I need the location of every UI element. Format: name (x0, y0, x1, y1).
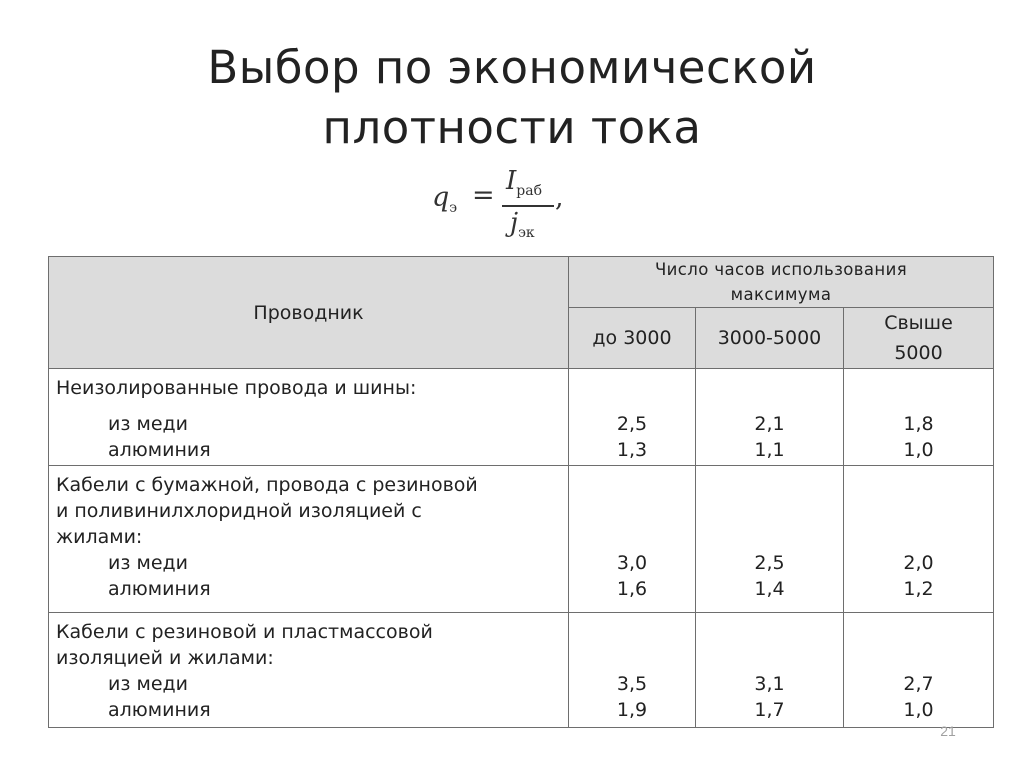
title-line-2: плотности тока (322, 101, 702, 154)
title-line-1: Выбор по экономической (207, 41, 817, 94)
formula-equals: = (472, 180, 495, 211)
header-conductor: Проводник (49, 257, 569, 369)
current-density-table (48, 256, 994, 728)
value-cell: 2,7 1,0 (844, 613, 994, 728)
formula-lhs-subscript: э (449, 200, 458, 216)
header-range-1: до 3000 (569, 308, 696, 369)
table-row-bare-wires (49, 369, 994, 466)
fraction-bar (502, 205, 554, 207)
header-usage-hours-line-2: максимума (730, 285, 832, 304)
page-number: 21 (940, 723, 956, 739)
conductor-cell: Кабели с бумажной, провода с резиновой и поливинилхлоридной изоляцией с жилами: из меди алюминия (49, 466, 569, 613)
formula-numerator-subscript: раб (516, 183, 543, 199)
conductor-cell: Неизолированные провода и шины: из меди алюминия (49, 369, 569, 466)
formula-denominator: $j_{эк}$ (510, 208, 535, 241)
value-cell: 2,1 1,1 (696, 369, 844, 466)
formula-lhs: $q_э$ (432, 182, 458, 216)
value-cell: 3,0 1,6 (569, 466, 696, 613)
value-cell: 2,5 1,3 (569, 369, 696, 466)
value-cell: 1,8 1,0 (844, 369, 994, 466)
table-row-rubber-cables (49, 613, 994, 728)
economic-density-formula (430, 160, 590, 250)
conductor-cell: Кабели с резиновой и пластмассовой изоляцией и жилами: из меди алюминия (49, 613, 569, 728)
value-cell: 2,0 1,2 (844, 466, 994, 613)
value-cell: 2,5 1,4 (696, 466, 844, 613)
formula-comma: , (555, 182, 564, 213)
formula-numerator: $I_{раб}$ (506, 166, 543, 199)
formula-denominator-subscript: эк (518, 225, 535, 241)
slide-title (0, 38, 1024, 158)
header-range-2: 3000-5000 (696, 308, 844, 369)
table-row-paper-cables (49, 466, 994, 613)
header-usage-hours (569, 257, 994, 308)
value-cell: 3,5 1,9 (569, 613, 696, 728)
header-usage-hours-line-1: Число часов использования (654, 260, 908, 279)
header-range-3: Свыше 5000 (844, 308, 994, 369)
value-cell: 3,1 1,7 (696, 613, 844, 728)
